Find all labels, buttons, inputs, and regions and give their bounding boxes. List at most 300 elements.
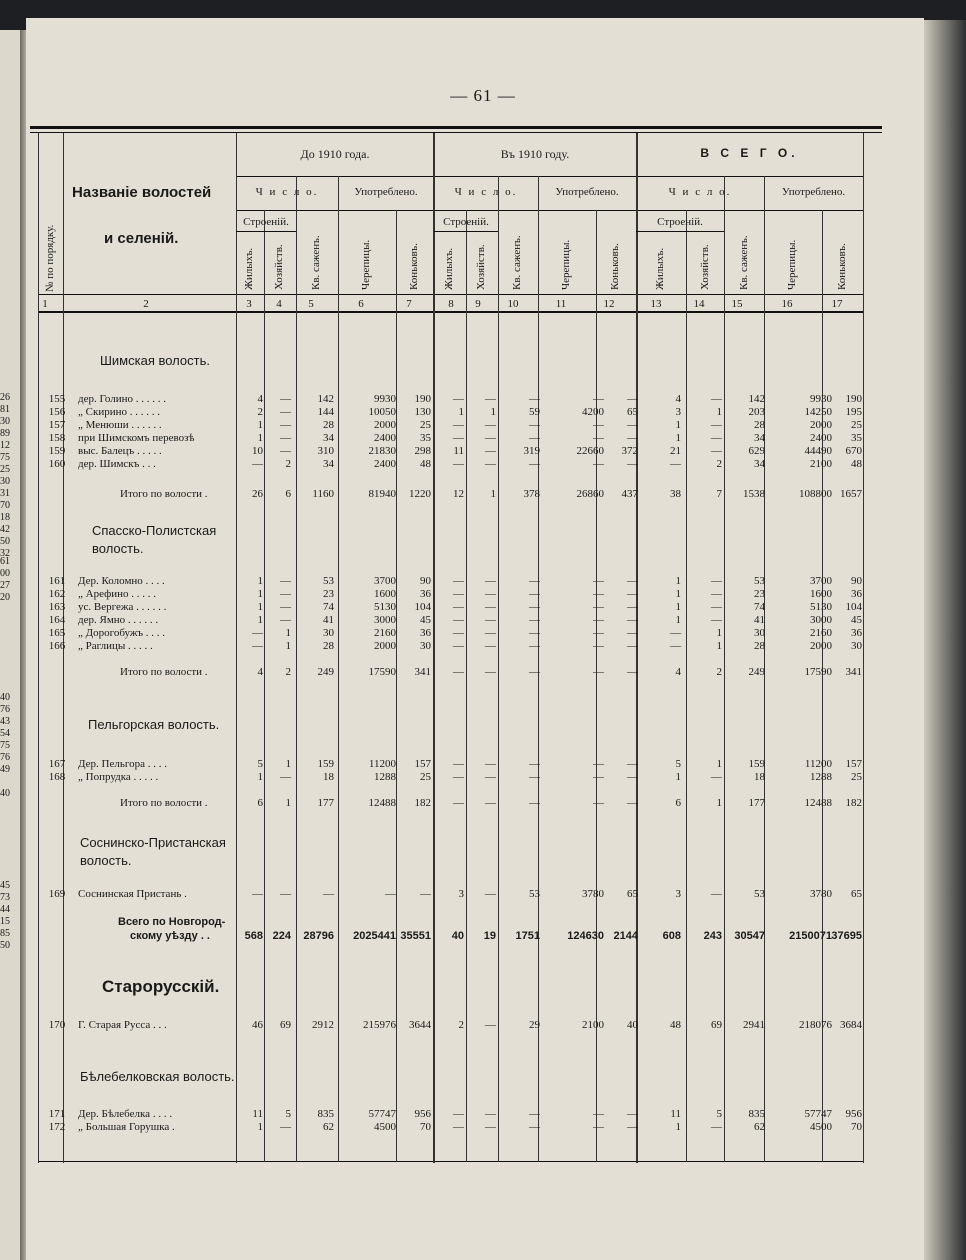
cell: 1 xyxy=(490,488,496,500)
cell: — xyxy=(453,666,464,678)
row-number: 160 xyxy=(48,458,66,470)
cell: 159 xyxy=(317,758,334,770)
cell: 190 xyxy=(845,393,862,405)
column-number: 5 xyxy=(308,298,314,310)
cell: 144 xyxy=(317,406,334,418)
cell: 2000 xyxy=(374,640,396,652)
cell: 2 xyxy=(285,666,291,678)
cell: 5 xyxy=(716,1108,722,1120)
header-stroeniy: Строеній. xyxy=(243,216,289,228)
cell: 11200 xyxy=(804,758,832,770)
cell: 6 xyxy=(257,797,263,809)
cell: 11200 xyxy=(368,758,396,770)
cell: 195 xyxy=(845,406,862,418)
cell: — xyxy=(627,1121,638,1133)
cell: 28 xyxy=(754,419,765,431)
cell: 53 xyxy=(529,888,540,900)
cell: 2 xyxy=(716,666,722,678)
cell: 1 xyxy=(257,419,263,431)
cell: 30 xyxy=(851,640,862,652)
cell: 2100 xyxy=(582,1019,604,1031)
cell: — xyxy=(627,627,638,639)
cell: 190 xyxy=(414,393,431,405)
cell: 3700 xyxy=(374,575,396,587)
cell: — xyxy=(453,458,464,470)
cell: 224 xyxy=(272,930,291,942)
cell: — xyxy=(485,588,496,600)
cell: 956 xyxy=(845,1108,862,1120)
grand-total-row xyxy=(30,916,870,946)
cell: 45 xyxy=(851,614,862,626)
cell: 22660 xyxy=(576,445,604,457)
cell: 74 xyxy=(754,601,765,613)
place-name: дер. Ямно . . . . . . xyxy=(78,614,159,626)
cell: 26 xyxy=(252,488,263,500)
cell: 1 xyxy=(257,614,263,626)
cell: — xyxy=(711,588,722,600)
row-number: 162 xyxy=(48,588,66,600)
cell: — xyxy=(627,393,638,405)
cell: — xyxy=(711,601,722,613)
left-page-fragment: 20 xyxy=(0,592,10,603)
cell: — xyxy=(453,575,464,587)
cell: — xyxy=(485,614,496,626)
cell: 608 xyxy=(662,930,681,942)
cell: 3700 xyxy=(810,575,832,587)
cell: 35 xyxy=(420,432,431,444)
cell: — xyxy=(485,445,496,457)
row-number: 170 xyxy=(48,1019,66,1031)
header-rule xyxy=(636,231,724,232)
cell: 4 xyxy=(675,393,681,405)
cell: 23 xyxy=(754,588,765,600)
cell: — xyxy=(485,666,496,678)
cell: 25 xyxy=(851,419,862,431)
cell: 5130 xyxy=(810,601,832,613)
table-row xyxy=(30,627,870,640)
cell: 157 xyxy=(845,758,862,770)
cell: — xyxy=(529,614,540,626)
cell: 3000 xyxy=(374,614,396,626)
cell: — xyxy=(485,771,496,783)
cell: — xyxy=(529,797,540,809)
header-upotrebleno: Употреблено. xyxy=(354,186,418,198)
cell: — xyxy=(529,666,540,678)
cell: — xyxy=(420,888,431,900)
cell: 2941 xyxy=(743,1019,765,1031)
cell: 36 xyxy=(851,588,862,600)
cell: — xyxy=(485,432,496,444)
cell: 1 xyxy=(490,406,496,418)
cell: 1 xyxy=(675,419,681,431)
column-number: 4 xyxy=(276,298,282,310)
cell: 28 xyxy=(323,640,334,652)
cell: 21 xyxy=(670,445,681,457)
cell: — xyxy=(670,458,681,470)
cell: 29 xyxy=(529,1019,540,1031)
cell: 2400 xyxy=(374,432,396,444)
cell: 1 xyxy=(675,771,681,783)
cell: — xyxy=(593,640,604,652)
cell: — xyxy=(529,758,540,770)
cell: — xyxy=(711,445,722,457)
cell: 1288 xyxy=(374,771,396,783)
row-number: 168 xyxy=(48,771,66,783)
cell: 2000 xyxy=(374,419,396,431)
cell: 437 xyxy=(621,488,638,500)
cell: 69 xyxy=(280,1019,291,1031)
cell: — xyxy=(485,419,496,431)
place-name: дер. Шимскъ . . . xyxy=(78,458,156,470)
table-row xyxy=(30,758,870,771)
cell: 629 xyxy=(748,445,765,457)
header-khozyaist: Хозяйств. xyxy=(273,244,285,290)
cell: — xyxy=(593,627,604,639)
top-rule-thin xyxy=(30,132,882,133)
section-title: Шимская волость. xyxy=(100,353,210,368)
cell: — xyxy=(529,393,540,405)
cell: — xyxy=(627,797,638,809)
cell: — xyxy=(453,640,464,652)
cell: — xyxy=(627,432,638,444)
column-number: 14 xyxy=(693,298,705,310)
left-page-fragment: 61 xyxy=(0,556,10,567)
header-kv-sazhen: Кв. саженъ. xyxy=(511,235,523,290)
cell: 57747 xyxy=(804,1108,832,1120)
left-page-fragment: 40 xyxy=(0,788,10,799)
cell: 1220 xyxy=(409,488,431,500)
cell: 1 xyxy=(257,771,263,783)
left-page-fragment: 54 xyxy=(0,728,10,739)
cell: 90 xyxy=(851,575,862,587)
cell: 1 xyxy=(716,758,722,770)
table-row xyxy=(30,406,870,419)
cell: — xyxy=(453,771,464,783)
cell: 1 xyxy=(675,601,681,613)
cell: — xyxy=(593,614,604,626)
cell: 17590 xyxy=(368,666,396,678)
cell: 124630 xyxy=(567,930,604,942)
cell: — xyxy=(252,888,263,900)
table-row xyxy=(30,640,870,653)
cell: — xyxy=(453,627,464,639)
section-title: Пельгорская волость. xyxy=(88,717,220,732)
cell: 1 xyxy=(675,588,681,600)
cell: — xyxy=(453,432,464,444)
cell: 34 xyxy=(754,458,765,470)
cell: 177 xyxy=(748,797,765,809)
cell: — xyxy=(627,588,638,600)
left-page-fragment: 00 xyxy=(0,568,10,579)
left-page-fragment: 27 xyxy=(0,580,10,591)
cell: — xyxy=(593,575,604,587)
left-page-fragment: 31 xyxy=(0,488,10,499)
header-kv-sazhen: Кв. саженъ. xyxy=(738,235,750,290)
cell: 2000 xyxy=(810,419,832,431)
header-name-line2: и селеній. xyxy=(104,230,179,247)
header-name-line1: Названіе волостей xyxy=(72,184,212,201)
cell: 1 xyxy=(257,432,263,444)
cell: 35551 xyxy=(400,930,431,942)
cell: — xyxy=(280,1121,291,1133)
row-number: 163 xyxy=(48,601,66,613)
cell: 2144 xyxy=(613,930,638,942)
cell: — xyxy=(593,1121,604,1133)
cell: 40 xyxy=(451,930,464,942)
column-number: 11 xyxy=(555,298,567,310)
header-kv-sazhen: Кв. саженъ. xyxy=(310,235,322,290)
cell: 4500 xyxy=(374,1121,396,1133)
column-number: 17 xyxy=(831,298,843,310)
cell: 28796 xyxy=(303,930,334,942)
cell: 2100 xyxy=(810,458,832,470)
table-row xyxy=(30,458,870,471)
cell: — xyxy=(453,601,464,613)
cell: 19 xyxy=(483,930,496,942)
cell: 30 xyxy=(323,627,334,639)
total-row xyxy=(30,797,870,810)
row-number: 164 xyxy=(48,614,66,626)
row-number: 161 xyxy=(48,575,66,587)
cell: 18 xyxy=(323,771,334,783)
cell: 70 xyxy=(420,1121,431,1133)
cell: 6 xyxy=(675,797,681,809)
cell: 1 xyxy=(675,575,681,587)
cell: — xyxy=(529,627,540,639)
cell: 1 xyxy=(285,758,291,770)
cell: 59 xyxy=(529,406,540,418)
row-number: 165 xyxy=(48,627,66,639)
row-number: 156 xyxy=(48,406,66,418)
row-number: 171 xyxy=(48,1108,66,1120)
table-row xyxy=(30,1019,870,1032)
cell: 203 xyxy=(748,406,765,418)
left-page-fragment: 49 xyxy=(0,764,10,775)
left-page-fragment: 30 xyxy=(0,476,10,487)
cell: 3 xyxy=(458,888,464,900)
cell: 2400 xyxy=(374,458,396,470)
cell: 1600 xyxy=(374,588,396,600)
cell: 11 xyxy=(252,1108,263,1120)
row-number: 166 xyxy=(48,640,66,652)
column-number: 12 xyxy=(603,298,615,310)
column-number: 15 xyxy=(731,298,743,310)
table-row xyxy=(30,432,870,445)
place-name: выс. Балецъ . . . . . xyxy=(78,445,162,457)
cell: 1 xyxy=(257,601,263,613)
cell: 41 xyxy=(754,614,765,626)
cell: — xyxy=(627,1108,638,1120)
cell: 70 xyxy=(851,1121,862,1133)
cell: — xyxy=(627,458,638,470)
cell: — xyxy=(711,575,722,587)
district-title: Старорусскій. xyxy=(102,977,220,996)
cell: — xyxy=(252,458,263,470)
cell: 1600 xyxy=(810,588,832,600)
cell: — xyxy=(593,588,604,600)
left-page-fragment: 81 xyxy=(0,404,10,415)
cell: — xyxy=(593,1108,604,1120)
cell: 53 xyxy=(323,575,334,587)
column-number: 13 xyxy=(650,298,662,310)
cell: 2 xyxy=(257,406,263,418)
cell: — xyxy=(280,393,291,405)
cell: 372 xyxy=(621,445,638,457)
section-title: Соснинско-Пристанская волость. xyxy=(80,835,226,868)
cell: 45 xyxy=(420,614,431,626)
cell: 2 xyxy=(285,458,291,470)
cell: 12488 xyxy=(368,797,396,809)
cell: 104 xyxy=(414,601,431,613)
cell: 1 xyxy=(285,640,291,652)
row-number: 169 xyxy=(48,888,66,900)
cell: 1 xyxy=(257,1121,263,1133)
cell: 48 xyxy=(420,458,431,470)
cell: 48 xyxy=(670,1019,681,1031)
cell: — xyxy=(593,758,604,770)
cell: — xyxy=(627,419,638,431)
cell: — xyxy=(593,393,604,405)
cell: 37695 xyxy=(831,930,862,942)
cell: 4 xyxy=(675,666,681,678)
cell: 159 xyxy=(748,758,765,770)
cell: 34 xyxy=(323,458,334,470)
cell: — xyxy=(485,601,496,613)
cell: — xyxy=(627,666,638,678)
cell: 14250 xyxy=(804,406,832,418)
cell: — xyxy=(280,588,291,600)
cell: — xyxy=(280,445,291,457)
left-page-fragment: 75 xyxy=(0,452,10,463)
left-page-fragment: 26 xyxy=(0,392,10,403)
cell: — xyxy=(627,771,638,783)
cell: 53 xyxy=(754,575,765,587)
left-page-edge xyxy=(0,30,20,1260)
cell: 40 xyxy=(627,1019,638,1031)
cell: 1 xyxy=(675,1121,681,1133)
cell: 378 xyxy=(523,488,540,500)
cell: 310 xyxy=(317,445,334,457)
left-page-fragment: 30 xyxy=(0,416,10,427)
left-page-fragment: 15 xyxy=(0,916,10,927)
cell: 65 xyxy=(851,888,862,900)
cell: 4500 xyxy=(810,1121,832,1133)
cell: — xyxy=(593,771,604,783)
cell: — xyxy=(529,575,540,587)
section-title: Бѣлебелковская волость. xyxy=(80,1069,235,1084)
cell: 46 xyxy=(252,1019,263,1031)
place-name: при Шимскомъ перевозѣ xyxy=(78,432,195,444)
header-chislo: Ч и с л о. xyxy=(454,186,518,198)
cell: 53 xyxy=(754,888,765,900)
cell: 956 xyxy=(414,1108,431,1120)
column-number: 6 xyxy=(358,298,364,310)
cell: 12 xyxy=(453,488,464,500)
cell: 249 xyxy=(748,666,765,678)
cell: — xyxy=(711,771,722,783)
cell: 670 xyxy=(845,445,862,457)
cell: 177 xyxy=(317,797,334,809)
left-page-fragment: 40 xyxy=(0,692,10,703)
row-number: 155 xyxy=(48,393,66,405)
cell: — xyxy=(627,575,638,587)
place-name: „ Скирино . . . . . . xyxy=(78,406,160,418)
cell: — xyxy=(485,575,496,587)
cell: — xyxy=(593,601,604,613)
cell: 298 xyxy=(414,445,431,457)
cell: 1751 xyxy=(515,930,540,942)
cell: 2150071 xyxy=(789,930,832,942)
cell: 157 xyxy=(414,758,431,770)
header-konkov: Коньковъ. xyxy=(408,243,420,290)
grand-total-label: Всего по Новгород- xyxy=(118,916,226,928)
cell: 1 xyxy=(458,406,464,418)
cell: 2 xyxy=(458,1019,464,1031)
place-name: „ Дорогобужъ . . . . xyxy=(78,627,166,639)
cell: — xyxy=(593,797,604,809)
cell: — xyxy=(485,458,496,470)
cell: — xyxy=(485,627,496,639)
left-page-fragment: 85 xyxy=(0,928,10,939)
place-name: Соснинская Пристань . xyxy=(78,888,187,900)
left-page-fragment: 32 xyxy=(0,548,10,559)
cell: 182 xyxy=(845,797,862,809)
table-row xyxy=(30,393,870,406)
cell: — xyxy=(280,432,291,444)
cell: 25 xyxy=(420,771,431,783)
cell: 28 xyxy=(323,419,334,431)
cell: 1 xyxy=(675,432,681,444)
book-cover-edge xyxy=(924,20,966,1260)
cell: 2 xyxy=(716,458,722,470)
header-rule-2 xyxy=(236,210,863,211)
cell: 1538 xyxy=(743,488,765,500)
cell: 4 xyxy=(257,393,263,405)
cell: 17590 xyxy=(804,666,832,678)
column-number: 2 xyxy=(143,298,149,310)
cell: 1 xyxy=(716,406,722,418)
cell: — xyxy=(711,1121,722,1133)
cell: 3780 xyxy=(582,888,604,900)
table-row xyxy=(30,601,870,614)
cell: 36 xyxy=(420,627,431,639)
cell: — xyxy=(453,1108,464,1120)
cell: — xyxy=(711,432,722,444)
table-row xyxy=(30,445,870,458)
cell: 1 xyxy=(716,797,722,809)
cell: 36 xyxy=(420,588,431,600)
cell: 5 xyxy=(285,1108,291,1120)
cell: — xyxy=(485,888,496,900)
cell: — xyxy=(529,1121,540,1133)
header-zhilykh: Жилыхъ. xyxy=(654,247,666,290)
total-row xyxy=(30,666,870,679)
column-number: 7 xyxy=(406,298,412,310)
cell: — xyxy=(280,575,291,587)
cell: 3 xyxy=(675,888,681,900)
cell: — xyxy=(670,640,681,652)
cell: 23 xyxy=(323,588,334,600)
header-rule-3 xyxy=(38,294,863,295)
cell: 2160 xyxy=(810,627,832,639)
table-row xyxy=(30,575,870,588)
cell: — xyxy=(529,432,540,444)
column-number: 10 xyxy=(507,298,519,310)
header-konkov: Коньковъ. xyxy=(836,243,848,290)
table-row xyxy=(30,588,870,601)
cell: 34 xyxy=(754,432,765,444)
bottom-rule xyxy=(38,1161,863,1162)
